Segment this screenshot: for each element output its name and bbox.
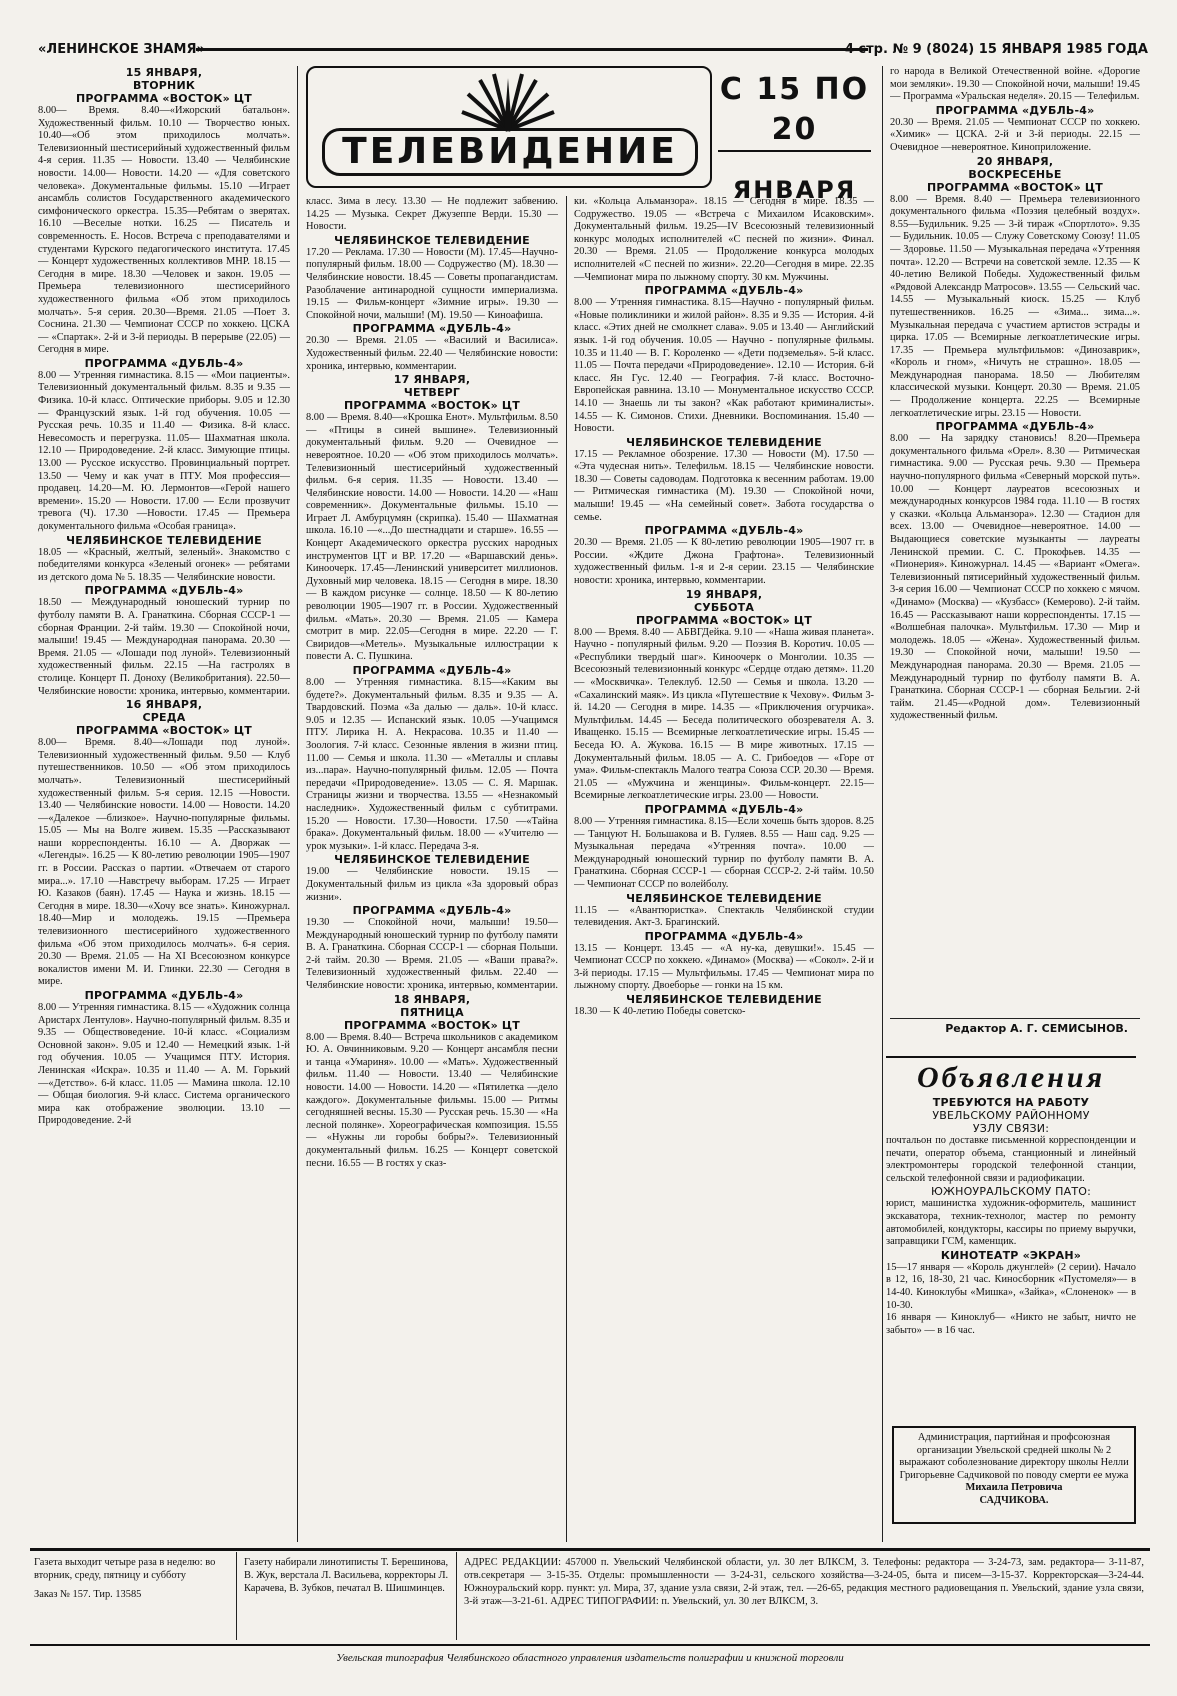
weekday-heading: СРЕДА: [142, 711, 186, 725]
column-rule: [297, 66, 298, 1542]
listing-text: 8.00— Время. 8.40—«Лошади под луной». Телевизионный художественный фильм. 9.50 — Клуб путешественников. 10.50 — «Об этом приходилось молчать». Телевизионный шестисерийный художественный фильм. 5-я серия. 12.15 —Новости. 13.40 — Челябинские новости. 14.00 — Новости. 14.20—«Далекое —близкое». Научно-популярные фильмы. 15.05 — Мы на Волге живем. 15.35 —Рассказывают наши корреспонденты. 16.10 — А. Дворжак — «Легенды». 16.25 — К 80-летию революции 1905—1907 гг. в России. Рассказ о партии. «Отвечаем от старого мира...». 17.10 —Навстречу выборам. 17.25 — Играет Ю. Казаков (баян). 17.45 — Наука и жизнь. 18.15 — Сегодня в мире. 18.30—«Хочу все знать». Киножурнал. 18.40—Мир и молодежь. 19.15 —Премьера телевизионного шестисерийного художественного фильма «Об этом приходилось молчать». 6-я серия. 20.30 — Время. 21.05 — На XI Всесоюзном конкурсе вокалистов имени М. И. Глинки. 22.30 — Сегодня в мире.: [38, 737, 290, 988]
listing-text: класс. Зима в лесу. 13.30 — Не подлежит забвению. 14.25 — Музыка. Секрет Джузеппе Верди. 15.30 — Новости.: [306, 196, 558, 233]
listing-text: 8.00 — Утренняя гимнастика. 8.15—Если хочешь быть здоров. 8.25 — Танцуют Н. Большакова и В. Гуляев. 8.55 — Наш сад. 9.25 — Музыкальная передача «Утренняя почта». 10.00 — Международный юношеский турнир по футболу памяти В. А. Гранаткина. Сборная СССР-1 — сборная СССР-2. 2-й тайм. 10.50 — Чемпионат СССР по волейболу.: [574, 815, 874, 890]
listing-text: 19.30 — Спокойной ночи, малыши! 19.50— Международный юношеский турнир по футболу памяти В. А. Гранаткина. Сборная СССР-1 — сборная Польши. 2-й тайм. 20.30 — Время. 21.05 — «Ваши права?». Телевизионный художественный фильм. 22.40 — Челябинские новости: хроника, интервью, комментарии.: [306, 917, 558, 992]
listing-text: 17.20 — Реклама. 17.30 — Новости (М). 17.45—Научно-популярный фильм. 18.00 — Содружество (М). 18.30 — Челябинские новости. 18.45 — Советы пропагандистам. Разоблачение антинародной сущности империализма. 19.15 — Фильм-концерт «Зимние игры». 19.30 — Спокойной ночи, малыши! (М). 19.50 — Киноафиша.: [306, 246, 558, 321]
listing-text: ки. «Кольца Альманзора». 18.15 — Сегодня в мире. 18.35 — Содружество. 19.05 — «Встреча с Михаилом Исаковским». Документальный фильм. 19.25—IV Всесоюзный телевизионный конкурс молодых исполнителей «С песней по жизни». Финал. 20.30 — Время. 21.05 — Продолжение конкурса молодых исполнителей «С песней по жизни». 22.20—Сегодня в мире. 22.35—Чемпионат мира по лыжному спорту. 30 км. Мужчины.: [574, 196, 874, 283]
program-heading: ПРОГРАММА «ДУБЛЬ-4»: [84, 356, 244, 370]
notice-name-first: Михаила Петровича: [965, 1482, 1063, 1494]
program-heading: ЧЕЛЯБИНСКОЕ ТЕЛЕВИДЕНИЕ: [626, 435, 822, 449]
weekday-heading: ПЯТНИЦА: [400, 1005, 464, 1019]
listing-text: 20.30 — Время. 21.05 — «Василий и Василиса». Художественный фильм. 22.40 — Челябинские новости: хроника, интервью, комментарии.: [306, 335, 558, 372]
listing-text: 8.00 — Утренняя гимнастика. 8.15—Научно - популярный фильм. «Новые поликлиники и жилой район». 8.35 и 9.35 — История. 4-й класс. «Этих дней не смолкнет слава». 9.05 и 13.40 — Английский язык. 1-й год обучения. 10.05 — Научно - популярные фильмы. 10.35 и 11.40 — В. Г. Короленко — «Дети подземелья». 5-й класс. 11.05 — Почта передачи «Природоведение». 12.10 — История. 6-й класс. Ян Гус. 12.40 — География. 7-й класс. Восточно-Европейская равнина. 13.10 — Монументальное искусство СССР. 14.10 — Знаешь ли ты закон? «Как работают криминалисты». 14.55 — К. Симонов. Стихи. Дневники. Воспоминания. 15.40 — Новости.: [574, 297, 874, 435]
footer-bottom-rule: [30, 1644, 1150, 1646]
program-heading: ПРОГРАММА «ДУБЛЬ-4»: [644, 929, 804, 943]
weekday-heading: СУББОТА: [693, 600, 755, 614]
ads-title: Объявления: [916, 1061, 1106, 1094]
program-heading: ПРОГРАММА «ДУБЛЬ-4»: [352, 664, 512, 677]
ads-subheading: УВЕЛЬСКОМУ РАЙОННОМУ: [932, 1109, 1090, 1122]
program-heading: ПРОГРАММА «ВОСТОК» ЦТ: [343, 399, 521, 413]
listing-text: 18.30 — К 40-летию Победы советско-: [574, 1006, 746, 1018]
listing-text: 8.00 — Время. 8.40—«Крошка Енот». Мультфильм. 8.50 — «Птицы в синей вышине». Телевизионный документальный фильм. 9.20 — Очевидное — невероятное. 10.20 — «Об этом приходилось молчать». Телевизионный шестисерийный художественный фильм. 6-я серия. 11.35 — Новости. 13.40 — Челябинские новости. 14.00 — Новости. 14.20 — «Наш современник». Документальные фильмы. 15.10 — Играет Л. Амбурцумян (скрипка). 15.40 — Шахматная школа. 16.10 —«...До шестнадцати и старше». 16.55 — Концерт Академического оркестра русских народных инструментов ЦТ и ВР. 17.20 — «Варшавский день». Киноочерк. 17.45—Ленинский университет миллионов. Духовный мир человека. 18.15 — Сегодня в мире. 18.30 — В каждом рисунке — солнце. 18.50 — К 80-летию революции 1905—1907 гг. в России. Художественный фильм. «Мать». 20.30 — Время. 21.05 — Камера смотрит в мир. 22.05—Сегодня в мире. 22.20 — Г. Свиридов—«Метель». Музыкальные иллюстрации к повести А. С. Пушкина.: [306, 412, 558, 663]
listing-text: 8.00 — Утренняя гимнастика. 8.15 — «Мои пациенты». Телевизионный документальный фильм. 8.35 и 9.35 —Физика. 10-й класс. Оптические приборы. 9.05 и 12.30 — Французский язык. 1-й год обучения. 10.05 — Русская речь. 10.35 и 11.40 — Физика. 8-й класс. Невесомость и перегрузка. 11.05— Шахматная школа. 12.10 — Природоведение. 2-й класс. Зимующие птицы. 13.00 — Русское искусство. Провинциальный портрет. 13.50 — Чему и как учат в ПТУ. Моя профессия—продавец. 14.20—М. Ю. Лермонтов—«Герой нашего времени». 15.20 — Новости. 17.00 — Если прозвучит тревога (Ч). 17.30 —Новости. 17.45 — Премьера документального фильма «Особая граница».: [38, 369, 290, 532]
program-heading: ПРОГРАММА «ДУБЛЬ-4»: [935, 420, 1095, 434]
footer-frequency: Газета выходит четыре раза в неделю: во вторник, среду, пятницу и субботу: [34, 1557, 216, 1581]
date-range-days: С 15 ПО 20: [719, 72, 870, 147]
day-heading: 16 ЯНВАРЯ,: [125, 698, 203, 712]
listing-text: 8.00— Время. 8.40—«Ижорский батальон». Художественный фильм. 10.10 — Творчество юных. 10.40—«Об этом приходилось молчать». Телевизионный шестисерийный художественный фильм 4-я серия. 11.35 — Новости. 13.40 — Челябинские новости. 14.00— Новости. 14.20 — «Для советского человека». Документальные фильмы. 15.10 —Играет ансамбль солистов Государственного академического симфонического оркестра. 15.35—Ребятам о зверятах. 16.10 —Веселые нотки. 16.25 — Писатель и современность. Е. Носов. Встреча с преподавателями и студентами Курского педагогического института. 17.45 — Концерт художественных коллективов МНР. 18.15 — Сегодня в мире. 18.30 —Человек и закон. 19.05 — Премьера телевизионного шестисерийного художественного фильма «Об этом приходилось молчать». 5-я серия. 20.30—Время. 21.05 —Поет З. Соснина. 21.30 — Чемпионат СССР по хоккею. ЦСКА — «Спартак». 2-й и 3-й периоды. В перерыве (22.05) — Сегодня в мире.: [38, 105, 290, 356]
day-heading: 19 ЯНВАРЯ,: [685, 587, 763, 601]
program-heading: ЧЕЛЯБИНСКОЕ ТЕЛЕВИДЕНИЕ: [626, 891, 822, 905]
date-divider: [718, 150, 871, 152]
column-rule: [566, 196, 567, 1542]
date-range-month: ЯНВАРЯ: [732, 176, 857, 204]
day-heading: 15 ЯНВАРЯ,: [125, 66, 203, 79]
program-heading: ПРОГРАММА «ДУБЛЬ-4»: [84, 584, 244, 598]
program-heading: ПРОГРАММА «ВОСТОК» ЦТ: [343, 1018, 521, 1032]
newspaper-name: «ЛЕНИНСКОЕ ЗНАМЯ»: [38, 42, 205, 57]
footer-rule-vertical: [456, 1552, 457, 1640]
weekday-heading: ЧЕТВЕРГ: [403, 386, 461, 400]
footer-rule: [30, 1548, 1150, 1551]
day-heading: 18 ЯНВАРЯ,: [393, 992, 471, 1006]
column-rule: [882, 66, 883, 1542]
program-heading: ПРОГРАММА «ДУБЛЬ-4»: [352, 904, 512, 918]
listing-text: 8.00 — Утренняя гимнастика. 8.15 — «Художник солнца Аристарх Лентулов». Научно-популярный фильм. 8.35 и 9.35 — Обществоведение. 10-й класс. «Социализм Основной закон». 9.05 и 12.40 — Немецкий язык. 1-й год обучения. 10.05 — Учащимся ПТУ. История. Ленинская «Искра». 10.35 и 11.40 — А. М. Горький —«Детство». 6-й класс. 11.05 — Мамина школа. 12.10 — Общая биология. 9-й класс. Система органического мира как отображение эволюции. 13.10 — Природоведение. 2-й: [38, 1002, 290, 1127]
listing-text: 13.15 — Концерт. 13.45 — «А ну-ка, девушки!». 15.45 — Чемпионат СССР по хоккею. «Динамо» (Москва) — «Сокол». 2-й и 3-й периоды. 17.15 — Мультфильмы. 17.45 — Чемпионат мира по лыжному спорту. Двоеборье — гонки на 15 км.: [574, 942, 874, 992]
program-heading: ПРОГРАММА «ДУБЛЬ-4»: [644, 284, 804, 298]
masthead-title: ТЕЛЕВИДЕНИЕ: [322, 128, 698, 176]
listing-text: 8.00 — Время. 8.40 — Премьера телевизионного документального фильма «Поэзия целебный воздух». 8.55—Будильник. 9.25 — 3-й тираж «Спортлото». 9.35 — Будильник. 10.05 — Служу Советскому Союзу! 11.05 — Здоровье. 11.50 — Музыкальная передача «Утренняя почта». 12.20 — Встречи на советской земле. 12.35 — К 40-летию Великой Победы. Художественный фильм «Рядовой Александр Матросов». 13.55 — Сельский час. 14.55 — Музыкальный киоск. 15.25 — Клуб путешественников. 16.25 — «Зима... зима...». Музыкальная передача с участием артистов эстрады и цирка. 17.05 — Всемирные легкоатлетические игры. 17.35 — Премьера мультфильмов: «Динозаврик», «Король и гном», «Ничуть не страшно». 18.05 — Международная панорама. 18.50 — Любителям классической музыки. Концерт. 20.30 — Время. 21.05 — Продолжение концерта. 22.25 — Всемирные легкоатлетические игры. 23.15 — Новости.: [890, 193, 1140, 419]
program-heading: ПРОГРАММА «ДУБЛЬ-4»: [84, 989, 244, 1002]
printer-credit: Увельская типография Челябинского областного управления издательств полиграфии и книжной торговли: [336, 1652, 844, 1664]
footer-order: Заказ № 157. Тир. 13585: [34, 1589, 142, 1600]
program-heading: ПРОГРАММА «ВОСТОК» ЦТ: [75, 92, 253, 105]
listing-text: 8.00 — Время. 8.40— Встреча школьников с академиком Ю. А. Овчинниковым. 9.20 — Концерт ансамбля песни и танца «Умариня». 10.00 — «Мать». Художественный фильм. 11.40 — Новости. 13.40 — Челябинские новости. 14.00 — Новости. 14.20 — «Пятилетка —дело каждого». Документальные фильмы. 15.00 — Ритмы сегодняшней весны. 15.30 — Русская речь. 15.30 — «На лесной полянке». Хореографическая композиция. 15.55 — «Нужны ли горобы бобры?». Телевизионный документальный фильм. 16.25 — Концерт советской песни. 16.55 — В гостях у сказ-: [306, 1031, 558, 1169]
listing-text: 8.00 — На зарядку становись! 8.20—Премьера документального фильма «Орел». 8.30 — Ритмическая гимнастика. 9.00 — Русская речь. 9.30 — Премьера научно-популярного фильма «Северный морской путь». 10.00 — Концерт лауреатов всесоюзных и международных конкурсов 1984 года. 11.10 — В гостях у сказки. «Кольца Альманзора». 12.30 — Стадион для всех. 13.00 — Очевидное—невероятное. 14.00 — Выдающиеся советские музыканты — лауреаты Ленинской премии. С. С. Прокофьев. 14.35 — «Пионерия». Киножурнал. 14.45 — «Вариант «Омега». Телевизионный пятисерийный художественный фильм. 3-я серия 16.00 — Чемпионат СССР по хоккею с мячом. «Динамо» (Москва) — «Кузбасс» (Кемерово). 2-й тайм. 16.45 — Рассказывают наши корреспонденты. 17.15 — «Волшебная палочка». Мультфильм. 17.30 — Мир и молодежь. 18.05 — «Жена». Художественный фильм. 19.30 — Спокойной ночи, малыши! 19.50 — Международная панорама. 20.30 — Время. 21.05 — Международный турнир по футболу памяти В. А. Гранаткина. Сборная СССР-1 — сборная Бельгии. 2-й тайм. 21.45—«Родной дом». Телевизионный художественный фильм.: [890, 433, 1140, 722]
footer-schedule: [34, 1556, 230, 1636]
notice-name-last: САДЧИКОВА.: [979, 1494, 1049, 1506]
weekday-heading: ВОСКРЕСЕНЬЕ: [968, 167, 1062, 181]
listing-text: 8.00 — Время. 8.40 — АБВГДейка. 9.10 — «Наша живая планета». Научно - популярный фильм. 9.20 — Поэзия В. Коротич. 10.05 — «Республики твердый шаг». Киноочерк о Монголии. 10.35 — Всесоюзный телевизионный конкурс «Сердце отдаю детям». 11.20 — «Москвичка». Телеклуб. 12.50 — Семья и школа. 13.20 — «Сахалинский маяк». Из цикла «Путешествие к Чехову». Фильм 3-й. 14.20 — Сегодня в мире. 14.35 — «Приключения огурчика». Мультфильм. 14.45 — Беседа политического обозревателя А. З. Иващенко. 15.15 — Всемирные легкоатлетические игры. 15.45 — Беседа Ю. А. Жукова. 16.15 — В мире животных. 17.15 — Документальный фильм. 18.05 — А. С. Грибоедов — «Горе от ума». Фильм-спектакль Малого театра Союза ССР. 20.30 — Время. 21.05 — «Мужчина и женщины». Фильм-концерт. 22.15—Всемирные легкоатлетические игры. 23.00 — Новости.: [574, 626, 874, 802]
program-heading: ЧЕЛЯБИНСКОЕ ТЕЛЕВИДЕНИЕ: [334, 853, 530, 867]
listing-text: 20.30 — Время. 21.05 — Чемпионат СССР по хоккею. «Химик» — ЦСКА. 2-й и 3-й периоды. 22.15 — Очевидное —невероятное. Киноприложение.: [890, 116, 1140, 153]
program-heading: ЧЕЛЯБИНСКОЕ ТЕЛЕВИДЕНИЕ: [626, 993, 822, 1007]
ads-section: [886, 1056, 1136, 1426]
listing-text: 19.00 — Челябинские новости. 19.15 — Документальный фильм из цикла «За здоровый образ жизни».: [306, 866, 558, 903]
editor-credit: Редактор А. Г. СЕМИСЫНОВ.: [945, 1022, 1128, 1035]
ads-subheading: КИНОТЕАТР «ЭКРАН»: [940, 1248, 1082, 1262]
program-heading: ПРОГРАММА «ВОСТОК» ЦТ: [926, 180, 1104, 194]
ads-text: 16 января — Киноклуб— «Никто не забыт, ничто не забыто» — в 16 час.: [886, 1312, 1136, 1336]
footer-rule-vertical: [236, 1552, 237, 1640]
ads-text: почтальон по доставке письменной корреспонденции и печати, оператор объема, станционный и линейный электромонтеры городской телефонной станции, сельской телефонной связи и радиофикации.: [886, 1135, 1136, 1184]
issue-info: 4 стр. № 9 (8024) 15 ЯНВАРЯ 1985 ГОДА: [844, 42, 1148, 57]
column-1: [38, 66, 290, 1542]
program-heading: ПРОГРАММА «ВОСТОК» ЦТ: [635, 613, 813, 627]
ads-text: 15—17 января — «Король джунглей» (2 серии). Начало в 12, 16, 18-30, 21 час. Киносборник «Пустомеля»— в 14-40. Киноклубы «Мишка», «Зайка», «Слоненок» — в 10-30.: [886, 1261, 1136, 1311]
program-heading: ЧЕЛЯБИНСКОЕ ТЕЛЕВИДЕНИЕ: [66, 533, 262, 547]
header-rule: [196, 48, 868, 51]
listing-text: 11.15 — «Авантюристка». Спектакль Челябинской студии телевидения. Акт-3. Брагинский.: [574, 904, 874, 929]
ads-subheading: ЮЖНОУРАЛЬСКОМУ ПАТО:: [930, 1185, 1092, 1199]
listing-text: 8.00 — Утренняя гимнастика. 8.15—«Каким вы будете?». Документальный фильм. 8.35 и 9.35 — А. Твардовский. Поэма «За далью — даль». 10-й класс. 9.05 и 12.35 — Испанский язык. 10.05 —Учащимся ПТУ. Лирика Н. А. Некрасова. 10.35 и 11.40 — Зоология. 7-й класс. Сезонные явления в жизни птиц. 11.00 — Семья и школа. 11.30 — «Металлы и сплавы из...пара». Научно-популярный фильм. 12.05 — Почта передачи «Природоведение». 13.05 — С. Я. Маршак. Страницы жизни и творчества. 13.55 — «Незнакомый наследник». Художественный фильм с субтитрами. 15.20 — Новости. 17.30—Новости. 17.50 —«Тайна брака». Документальный фильм. 18.00 — «Учителю — урок музыки». 1-й класс. Передача 3-я.: [306, 677, 558, 852]
tv-masthead: [306, 66, 712, 188]
listing-text: 18.05 — «Красный, желтый, зеленый». Знакомство с победителями конкурса «Зеленый огонек» — ребятами из детского дома № 5. 18.35 — Челябинские новости.: [38, 546, 290, 583]
condolence-notice: [892, 1426, 1136, 1524]
program-heading: ПРОГРАММА «ДУБЛЬ-4»: [352, 322, 512, 336]
program-heading: ПРОГРАММА «ВОСТОК» ЦТ: [75, 724, 253, 738]
program-heading: ПРОГРАММА «ДУБЛЬ-4»: [644, 524, 804, 538]
column-4: [890, 66, 1140, 1016]
tv-tower-sun-icon: [458, 72, 558, 132]
listing-text: 20.30 — Время. 21.05 — К 80-летию революции 1905—1907 гг. в России. «Ждите Джона Графтона». Телевизионный художественный фильм. 1-я и 2-я серии. 23.15 — Челябинские новости: хроника, интервью, комментарии.: [574, 537, 874, 587]
running-header: [38, 38, 1148, 60]
ads-text: юрист, машинистка художник-оформитель, машинист экскаватора, техник-технолог, мастер по ремонту автомобилей, кондукторы, кассиры по приему выручки, заправщики ГСМ, каменщик.: [886, 1198, 1136, 1248]
footer-address: АДРЕС РЕДАКЦИИ: 457000 п. Увельский Челябинской области, ул. 30 лет ВЛКСМ, 3. Телефоны: редактора — 3-24-73, зам. редактора— 3-11-87, отв.секретаря — 3-15-35. Отделы: промышленности — 3-24-31, сельского хозяйства—3-24-05, быта и писем—3-15-37. Корректорская—3-24-44. Южноуральский корр. пункт: ул. Мира, 37, здание узла связи, 2-й этаж, тел. —26-65, редакция местного радиовещания п. Увельский, здание узла связи, 3-й этаж—3-21-61. АДРЕС ТИПОГРАФИИ: п. Увельский, ул. 30 лет ВЛКСМ, 3.: [464, 1557, 1144, 1607]
day-heading: 20 ЯНВАРЯ,: [976, 154, 1054, 168]
program-heading: ПРОГРАММА «ДУБЛЬ-4»: [644, 802, 804, 816]
listing-text: 17.15 — Рекламное обозрение. 17.30 — Новости (М). 17.50 — «Эта чудесная нить». Телефильм. 18.15 — Челябинские новости. 18.30 — Советы садоводам. Подготовка к весенним работам. 19.00 — Ритмическая гимнастика (М). 19.30 — Спокойной ночи, малыши! 19.45 — «На семейный совет». Забота государства о семье.: [574, 448, 874, 523]
weekday-heading: ВТОРНИК: [132, 79, 196, 92]
program-heading: ПРОГРАММА «ДУБЛЬ-4»: [935, 103, 1095, 117]
column-3: [574, 196, 874, 1542]
date-range: [712, 70, 877, 204]
ads-subheading: УЗЛУ СВЯЗИ:: [972, 1122, 1050, 1135]
listing-text: 18.50 — Международный юношеский турнир по футболу памяти В. А. Гранаткина. Сборная СССР-1 — сборная Франции. 2-й тайм. 19.30 — Спокойной ночи, малыши! 19.45 — Международная панорама. 20.30 — Время. 21.05 — «Лошади под луной». Телевизионный художественный фильм. 22.15 —На гастролях в столице. Концерт П. Доноху (Великобритания). 22.50— Челябинские новости: хроника, интервью, комментарии.: [38, 597, 290, 697]
program-heading: ЧЕЛЯБИНСКОЕ ТЕЛЕВИДЕНИЕ: [334, 233, 530, 247]
day-heading: 17 ЯНВАРЯ,: [393, 373, 471, 387]
notice-text: Администрация, партийная и профсоюзная организации Увельской средней школы № 2 выражают соболезнование директору школы Нелли Григорьевне Садчиковой по поводу смерти ее мужа: [899, 1432, 1129, 1481]
editor-rule: [890, 1018, 1140, 1019]
footer-typesetters: Газету набирали линотиписты Т. Берешинова, В. Жук, верстала Л. Васильева, корректоры Л. Карачева, В. Зубков, печатал В. Шишминцев.: [244, 1557, 449, 1594]
listing-text: го народа в Великой Отечественной войне. «Дорогие мои земляки». 19.30 — Спокойной ночи, малыши! 19.45 — Программа «Уральская неделя». 20.15 — Телефильм.: [890, 66, 1140, 103]
ads-subheading: ТРЕБУЮТСЯ НА РАБОТУ: [932, 1096, 1090, 1109]
column-2: [306, 196, 558, 1542]
